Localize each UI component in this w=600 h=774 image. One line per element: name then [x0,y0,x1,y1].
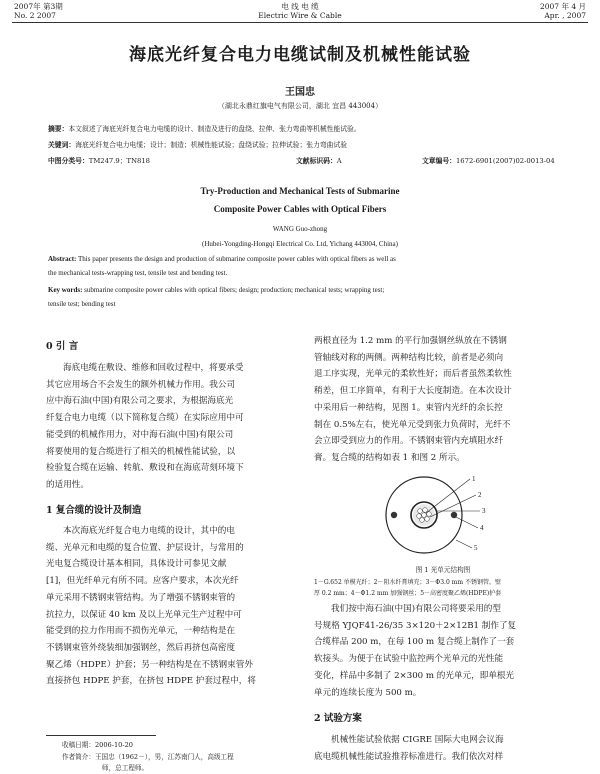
text-line: 海底电缆在敷设、维修和回收过程中，将要承受 [63,363,244,373]
right-column-mid [314,601,572,701]
right-column-top [314,333,572,467]
text-line: 机械性能试验依据 CIGRE 国际大电网会议海 [331,735,504,745]
abstract-en: Abstract: This paper presents the design and production of submarine composite power cables with optical fibers as well as the mechanical tests-wrapping test, tensile test and bending test. [48,255,396,277]
header-rule [12,22,588,23]
paper-title-en-line2: Composite Power Cables with Optical Fibers [213,204,387,214]
text-line: 缆、光单元和电缆的复合位置、护层设计，与常用的 [46,542,244,553]
text-line: 会立即受到应力的作用。不锈钢束管内充填阻水纤 [314,436,504,447]
text-line: 其它应用场合不会发生的额外机械力作用。我公司 [46,379,236,390]
text-line: 光电复合缆设计基本相同，具体设计可参见文献 [46,559,227,570]
fig-label-1: 1 [472,475,476,483]
text-line: 合缆样品 200 m，在每 100 m 复合缆上制作了一套 [314,637,515,648]
classification-line: 中图分类号：TM247.9；TN818 文献标识码：A 文章编号：1672-6901(2007)02-0013-04 [48,157,555,165]
header-journal: 电 线 电 缆 Electric Wire & Cable [258,2,342,20]
text-line: 单元的连续长度为 500 m。 [314,687,422,698]
section-1-heading: 1 复合缆的设计及制造 [46,505,142,516]
fig-label-4: 4 [480,524,484,532]
text-line: 检验复合缆在运输、转航、敷设和在海底苛刻环境下 [46,463,244,474]
section-0-heading: 0 引 言 [46,341,79,352]
author-bio: 作者简介：王国忠（1962－），男，江苏南门人，高级工程 师，总工程师。 [62,753,234,772]
paper-title-cn: 海底光纤复合电力电缆试制及机械性能试验 [129,45,471,65]
text-line: 两根直径为 1.2 mm 的平行加强钢丝纵放在不锈钢 [314,336,507,346]
text-line: 单元采用不锈钢束管结构。为了增强不锈钢束管的 [46,592,236,603]
text-line: 退工序实现，光单元的柔软性好；而后者虽然柔软性 [314,369,512,380]
text-line: 号规格 YJQF41-26/35 3×120＋2×12B1 制作了复 [314,620,517,631]
fig-label-2: 2 [478,491,482,499]
text-line: [1]，但光纤单元有所不同。应客户要求，本次光纤 [46,576,239,587]
text-line: 不锈钢束管外绕装细加强钢丝，然后再挤包高密度 [46,642,236,653]
text-line: 软接头。为便于在试验中监控两个光单元的光性能 [314,654,504,665]
keywords-en: Key words: submarine composite power cables with optical fibers; design; production; mechanical tests; wrapping test; tensile test; bending test [48,286,385,308]
affiliation-cn: （湖北永鼎红旗电气有限公司，湖北 宜昌 443004） [217,102,383,110]
text-line: 能受到的拉力作用而不损伤光单元，一种结构是在 [46,626,236,637]
strength-wire-left [391,512,397,518]
text-line: 应中海石油(中国)有限公司之要求，为根据海底光 [46,396,234,407]
text-line: 直接挤包 HDPE 护套，在挤包 HDPE 护套过程中，将 [46,676,256,687]
paper-title-en-line1: Try-Production and Mechanical Tests of Submarine [200,186,400,196]
author-cn: 王国忠 [285,87,315,98]
section-1-body [46,523,302,690]
figure-1-caption: 图 1 光单元结构图 [415,566,471,574]
text-line: 抗拉力，以保证 40 km 及以上光单元生产过程中可 [46,609,242,620]
author-en: WANG Guo-zhong [272,225,328,233]
right-column-bottom [314,732,572,765]
section-0-body [46,360,302,494]
abstract-cn: 摘要：本文叙述了海底光纤复合电力电缆的设计、制造及进行的盘绕、拉伸、张力弯曲等机械性能试验。 [48,125,361,133]
text-line: 纤复合电力电缆（以下简称复合缆）在实际应用中可 [46,413,244,424]
text-line: 能受到的机械作用力，对中海石油(中国)有限公司 [46,429,234,440]
affiliation-en: (Hubei-Yongding-Hongqi Electrical Co. Ltd, Yichang 443004, China) [202,240,398,248]
footnote-rule [46,735,156,736]
received-date: 收稿日期：2006-10-20 [62,741,133,749]
text-line: 本次海底光纤复合电力电缆的设计，其中的电 [63,526,235,536]
text-line: 中采用后一种结构，见图 1。束管内光纤的余长控 [314,402,503,413]
text-line: 我们按中海石油(中国)有限公司将要采用的型 [331,604,501,614]
header-date: 2007 年 4 月 Apr. , 2007 [539,2,586,20]
fig-label-5: 5 [474,544,478,552]
text-line: 将要使用的复合缆进行了相关的机械性能试验，以 [46,446,236,457]
fig-label-3: 3 [482,507,486,515]
text-line: 制在 0.5%左右，使光单元受到张力负荷时，光纤不 [314,419,511,430]
text-line: 聚乙烯（HDPE）护套；另一种结构是在不锈钢束管外 [46,659,253,670]
text-line: 变化，样品中多制了 2×300 m 的光单元，即单根光 [314,670,515,681]
text-line: 膏。复合缆的结构如表 1 和图 2 所示。 [314,452,465,463]
text-line: 稍差，但工序简单，有利于大长度制造。在本次设计 [314,386,512,397]
keywords-cn: 关键词：海底光纤复合电力电缆；设计；制造；机械性能试验；盘绕试验；拉伸试验；张力弯曲试验 [48,141,348,149]
section-2-heading: 2 试验方案 [314,713,362,724]
text-line: 底电缆机械性能试验推荐标准进行。我们依次对样 [314,751,504,762]
header-issue: 2007年 第3期 No. 2 2007 [14,2,63,20]
text-line: 的适用性。 [46,479,89,490]
text-line: 管轴线对称的两侧。两种结构比较，前者是必须向 [314,352,504,363]
optical-unit-figure [372,470,502,560]
figure-1-legend: 1－G.652 单模光纤；2－阻水纤膏填充；3－Φ3.0 mm 不锈钢管，壁 厚 0.2 mm；4－Φ1.2 mm 加强钢丝；5－高密度聚乙烯(HDPE)护套 [314,579,502,597]
